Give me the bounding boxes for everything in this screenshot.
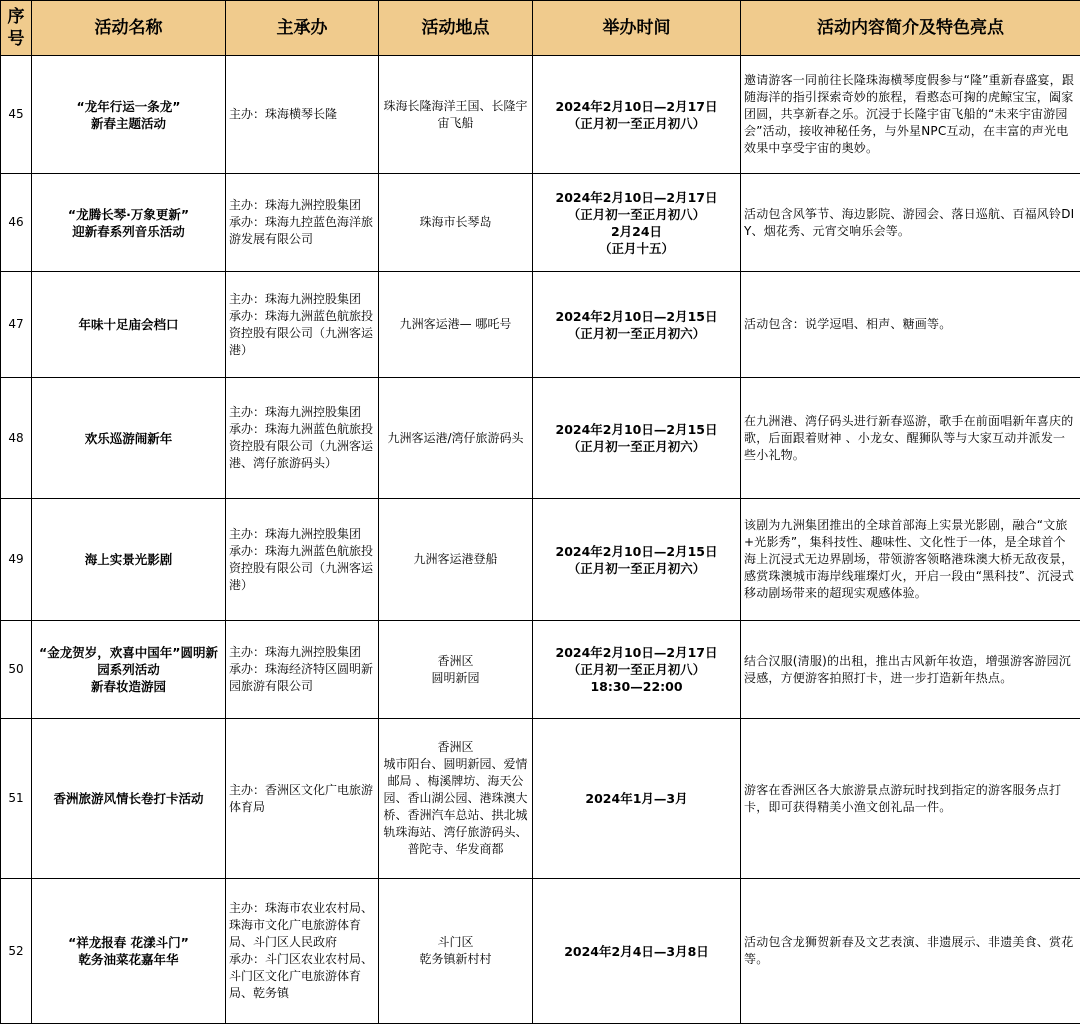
table-row (1, 719, 1080, 879)
table-row (1, 879, 1080, 1024)
row-num: 45 (1, 56, 32, 174)
header-row (1, 1, 1080, 56)
header-desc: 活动内容简介及特色亮点 (741, 1, 1080, 56)
description: 活动包含：说学逗唱、相声、糖画等。 (741, 272, 1080, 378)
organizer: 主办：珠海市农业农村局、珠海市文化广电旅游体育局、斗门区人民政府 承办：斗门区农业农村局、斗门区文化广电旅游体育局、乾务镇 (226, 879, 379, 1024)
header-host: 主承办 (226, 1, 379, 56)
event-time: 2024年2月10日—2月17日 （正月初一至正月初八） 18:30—22:00 (533, 621, 741, 719)
organizer: 主办：珠海九洲控股集团 承办：珠海经济特区圆明新园旅游有限公司 (226, 621, 379, 719)
table-row (1, 56, 1080, 174)
row-num: 52 (1, 879, 32, 1024)
row-num: 50 (1, 621, 32, 719)
activity-name: “龙年行运一条龙” 新春主题活动 (32, 56, 226, 174)
table-row (1, 272, 1080, 378)
organizer: 主办：珠海九洲控股集团 承办：珠海九洲蓝色航旅投资控股有限公司（九洲客运港） (226, 272, 379, 378)
organizer: 主办：珠海横琴长隆 (226, 56, 379, 174)
location: 香洲区 圆明新园 (379, 621, 533, 719)
event-time: 2024年2月10日—2月15日 （正月初一至正月初六） (533, 378, 741, 499)
event-time: 2024年2月10日—2月15日 （正月初一至正月初六） (533, 499, 741, 621)
table-row (1, 499, 1080, 621)
description: 结合汉服(清服)的出租，推出古风新年妆造，增强游客游园沉浸感，方便游客拍照打卡，进一步打造新年热点。 (741, 621, 1080, 719)
description: 活动包含龙狮贺新春及文艺表演、非遗展示、非遗美食、赏花等。 (741, 879, 1080, 1024)
table-row (1, 621, 1080, 719)
event-time: 2024年2月4日—3月8日 (533, 879, 741, 1024)
activity-name: “祥龙报春 花漾斗门” 乾务油菜花嘉年华 (32, 879, 226, 1024)
description: 活动包含风筝节、海边影院、游园会、落日巡航、百福风铃DIY、烟花秀、元宵交响乐会等。 (741, 174, 1080, 272)
row-num: 49 (1, 499, 32, 621)
description: 邀请游客一同前往长隆珠海横琴度假参与“隆”重新春盛宴，跟随海洋的指引探索奇妙的旅程，看憨态可掬的虎鲸宝宝，阖家团圆，共享新春之乐。沉浸于长隆宇宙飞船的“未来宇宙游园会”活动，接收神秘任务，与外星NPC互动，在丰富的声光电效果中享受宇宙的奥妙。 (741, 56, 1080, 174)
organizer: 主办：珠海九洲控股集团 承办：珠海九控蓝色海洋旅游发展有限公司 (226, 174, 379, 272)
organizer: 主办：珠海九洲控股集团 承办：珠海九洲蓝色航旅投资控股有限公司（九洲客运港、湾仔旅游码头） (226, 378, 379, 499)
table-row (1, 378, 1080, 499)
row-num: 46 (1, 174, 32, 272)
description: 该剧为九洲集团推出的全球首部海上实景光影剧，融合“文旅+光影秀”，集科技性、趣味性、文化性于一体，是全球首个海上沉浸式无边界剧场，带领游客领略港珠澳大桥无敌夜景，感赏珠澳城市海岸线璀璨灯火，开启一段由“黑科技”、沉浸式移动剧场带来的超现实观感体验。 (741, 499, 1080, 621)
header-time: 举办时间 (533, 1, 741, 56)
header-place: 活动地点 (379, 1, 533, 56)
row-num: 47 (1, 272, 32, 378)
event-time: 2024年2月10日—2月17日 （正月初一至正月初八） (533, 56, 741, 174)
event-time: 2024年2月10日—2月17日 （正月初一至正月初八） 2月24日 （正月十五） (533, 174, 741, 272)
location: 香洲区 城市阳台、圆明新园、爱情邮局 、梅溪牌坊、海天公园、香山湖公园、港珠澳大桥、香洲汽车总站、拱北城轨珠海站、湾仔旅游码头、普陀寺、华发商都 (379, 719, 533, 879)
header-num: 序号 (1, 1, 32, 56)
table-row (1, 174, 1080, 272)
activity-name: “龙腾长琴·万象更新” 迎新春系列音乐活动 (32, 174, 226, 272)
location: 斗门区 乾务镇新村村 (379, 879, 533, 1024)
organizer: 主办：香洲区文化广电旅游体育局 (226, 719, 379, 879)
activity-name: 欢乐巡游闹新年 (32, 378, 226, 499)
header-name: 活动名称 (32, 1, 226, 56)
event-time: 2024年2月10日—2月15日 （正月初一至正月初六） (533, 272, 741, 378)
event-time: 2024年1月—3月 (533, 719, 741, 879)
activity-name: “金龙贺岁，欢喜中国年”圆明新园系列活动 新春妆造游园 (32, 621, 226, 719)
location: 珠海市长琴岛 (379, 174, 533, 272)
location: 九洲客运港/湾仔旅游码头 (379, 378, 533, 499)
activity-name: 年味十足庙会档口 (32, 272, 226, 378)
description: 游客在香洲区各大旅游景点游玩时找到指定的游客服务点打卡，即可获得精美小渔文创礼品一件。 (741, 719, 1080, 879)
activity-name: 海上实景光影剧 (32, 499, 226, 621)
row-num: 51 (1, 719, 32, 879)
activity-name: 香洲旅游风情长卷打卡活动 (32, 719, 226, 879)
location: 珠海长隆海洋王国、长隆宇宙飞船 (379, 56, 533, 174)
description: 在九洲港、湾仔码头进行新春巡游，歌手在前面唱新年喜庆的歌，后面跟着财神 、小龙女、醒狮队等与大家互动并派发一些小礼物。 (741, 378, 1080, 499)
row-num: 48 (1, 378, 32, 499)
location: 九洲客运港— 哪吒号 (379, 272, 533, 378)
organizer: 主办：珠海九洲控股集团 承办：珠海九洲蓝色航旅投资控股有限公司（九洲客运港） (226, 499, 379, 621)
location: 九洲客运港登船 (379, 499, 533, 621)
